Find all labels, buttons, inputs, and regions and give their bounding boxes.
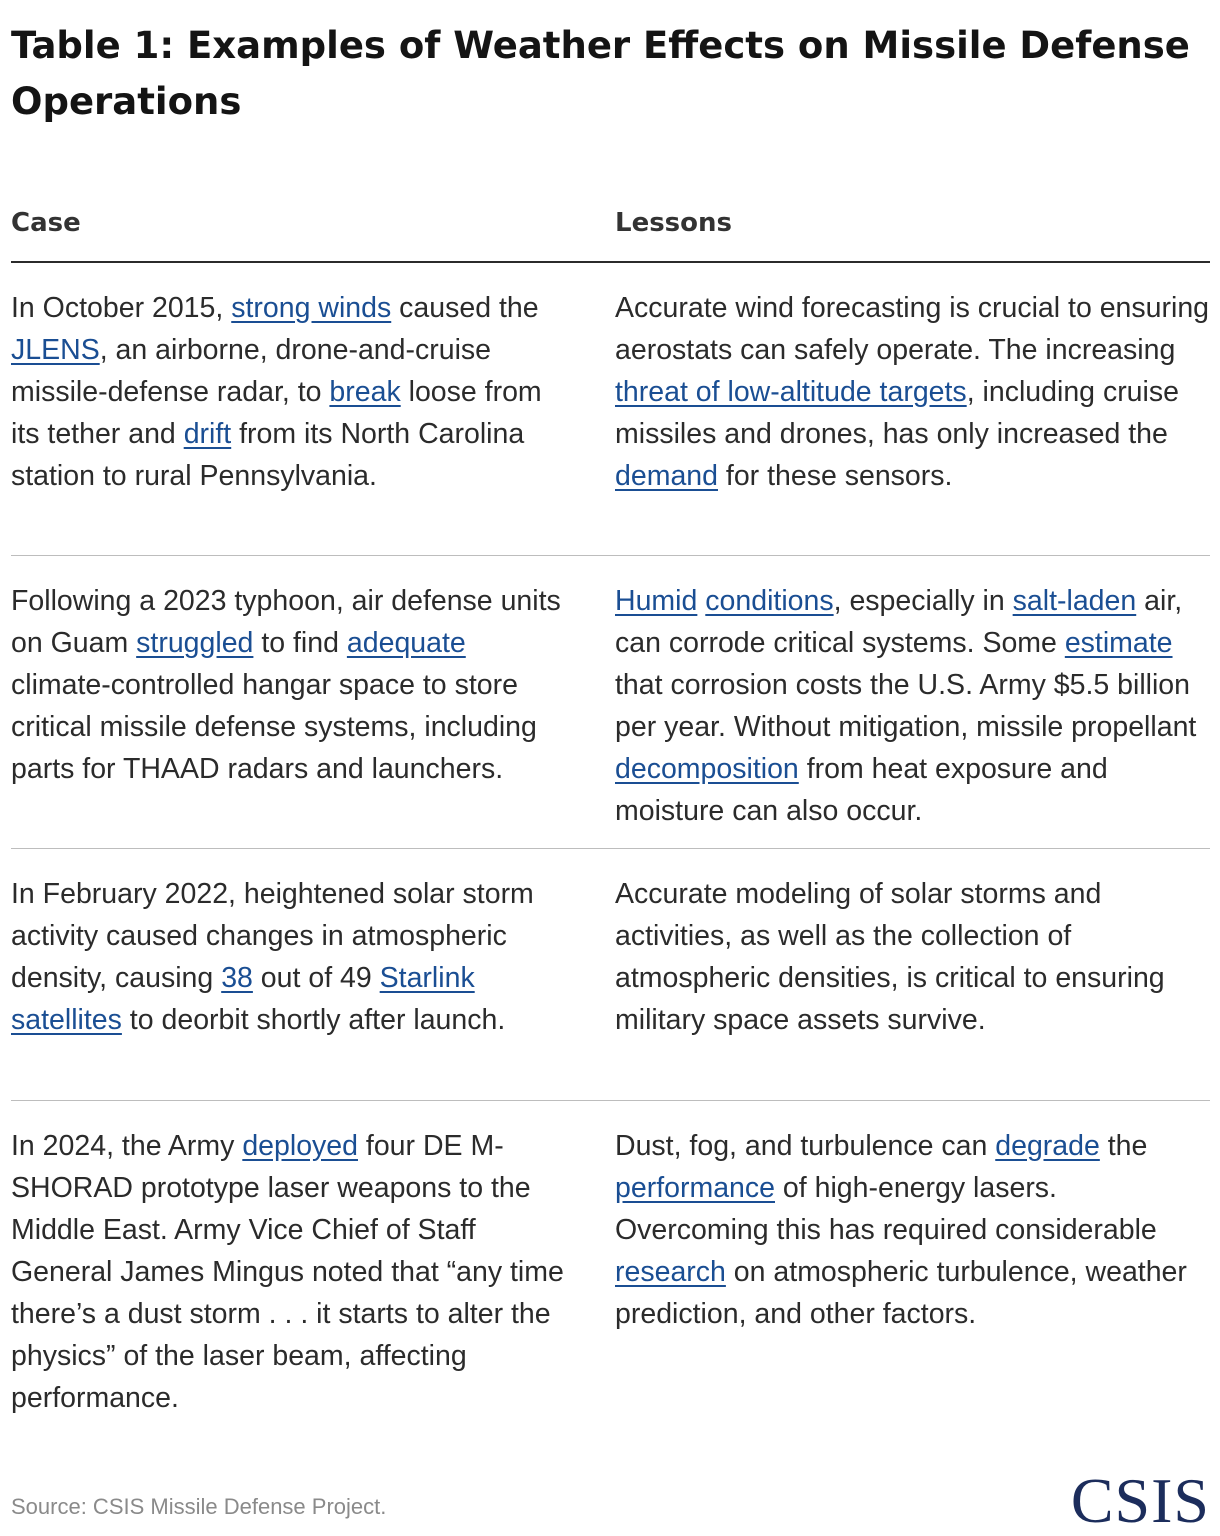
source-link[interactable]: degrade: [995, 1130, 1100, 1162]
source-link[interactable]: demand: [615, 460, 718, 492]
source-link[interactable]: Starlink: [379, 962, 475, 994]
cell-text: In October 2015,: [11, 292, 232, 324]
cell-text: In 2024, the Army: [11, 1130, 243, 1162]
csis-logo: CSIS: [1070, 1465, 1210, 1536]
case-cell: [11, 287, 571, 497]
source-link[interactable]: threat of low-altitude targets: [615, 376, 967, 408]
cell-text: from heat exposure and moisture can also occur.: [615, 753, 1108, 827]
cell-text: In February 2022, heightened solar storm activity caused changes in atmospheric density, causing: [11, 878, 534, 994]
cell-text: on atmospheric turbulence, weather prediction, and other factors.: [615, 1256, 1187, 1330]
table-title: Table 1: Examples of Weather Effects on Missile Defense Operations: [11, 24, 1190, 123]
header-case: Case: [11, 208, 81, 238]
weather-effects-table: [11, 200, 1210, 1431]
source-link[interactable]: struggled: [136, 627, 254, 659]
cell-text: four DE M-SHORAD prototype laser weapons to the Middle East. Army Vice Chief of Staff General James Mingus noted that “any time there’s a dust storm . . . it starts to alter the physics” of the laser beam, affecting performance.: [11, 1130, 564, 1414]
cell-text: , an airborne, drone-and-cruise missile-defense radar, to: [11, 334, 492, 408]
cell-text: climate-controlled hangar space to store critical missile defense systems, including parts for THAAD radars and launchers.: [11, 669, 537, 785]
source-link[interactable]: break: [329, 376, 401, 408]
lessons-cell: [615, 580, 1215, 832]
cell-text: , including cruise missiles and drones, has only increased the: [615, 376, 1179, 450]
source-link[interactable]: research: [615, 1256, 726, 1288]
table-row: [11, 556, 1210, 849]
cell-text: Accurate modeling of solar storms and activities, as well as the collection of atmospheric densities, is critical to ensuring military space assets survive.: [615, 878, 1165, 1036]
header-lessons: Lessons: [615, 208, 732, 238]
case-cell: [11, 580, 571, 790]
lessons-cell: [615, 287, 1215, 497]
cell-text: Dust, fog, and turbulence can: [615, 1130, 996, 1162]
source-link[interactable]: deployed: [242, 1130, 358, 1162]
source-link[interactable]: 38: [221, 962, 253, 994]
lessons-cell: [615, 1125, 1215, 1335]
cell-text: to deorbit shortly after launch.: [121, 1004, 506, 1036]
cell-text: air, can corrode critical systems. Some: [615, 585, 1183, 659]
table-row: [11, 263, 1210, 556]
cell-text: of high-energy lasers. Overcoming this has required considerable: [615, 1172, 1157, 1246]
cell-text: that corrosion costs the U.S. Army $5.5 billion per year. Without mitigation, missile propellant: [615, 669, 1197, 743]
cell-text: , especially in: [833, 585, 1013, 617]
source-link[interactable]: adequate: [346, 627, 466, 659]
table-header-row: [11, 200, 1210, 263]
case-cell: [11, 1125, 571, 1419]
source-link[interactable]: drift: [183, 418, 232, 450]
cell-text: the: [1099, 1130, 1148, 1162]
source-note: Source: CSIS Missile Defense Project.: [11, 1494, 387, 1519]
source-link[interactable]: conditions: [705, 585, 834, 617]
source-link[interactable]: satellites: [11, 1004, 122, 1036]
table-row: [11, 849, 1210, 1101]
cell-text: for these sensors.: [718, 460, 953, 492]
cell-text: from its North Carolina station to rural Pennsylvania.: [11, 418, 525, 492]
source-link[interactable]: salt-laden: [1012, 585, 1137, 617]
source-link[interactable]: decomposition: [615, 753, 799, 785]
source-link[interactable]: Humid: [615, 585, 698, 617]
cell-text: loose from its tether and: [11, 376, 542, 450]
source-link[interactable]: strong winds: [231, 292, 392, 324]
cell-text: Accurate wind forecasting is crucial to ensuring aerostats can safely operate. The increasing: [615, 292, 1210, 366]
case-cell: [11, 873, 571, 1041]
source-link[interactable]: JLENS: [11, 334, 100, 366]
cell-text: caused the: [391, 292, 539, 324]
cell-text: out of 49: [252, 962, 380, 994]
cell-text: Following a 2023 typhoon, air defense units on Guam: [11, 585, 561, 659]
table-row: [11, 1101, 1210, 1431]
lessons-cell: [615, 873, 1215, 1041]
source-link[interactable]: performance: [615, 1172, 775, 1204]
source-link[interactable]: estimate: [1064, 627, 1173, 659]
cell-text: to find: [253, 627, 347, 659]
